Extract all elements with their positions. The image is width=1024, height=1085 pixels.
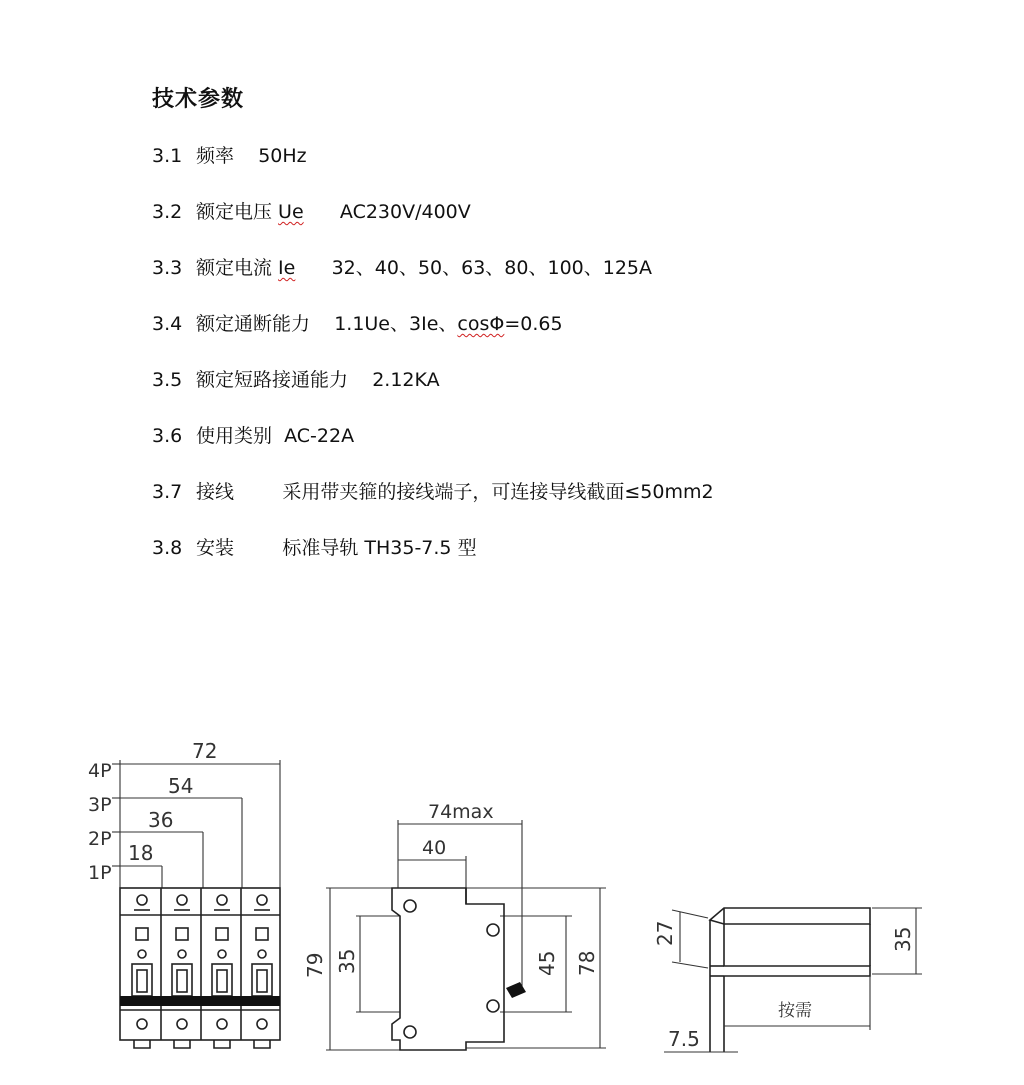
rail-dim-35: 35 — [891, 926, 915, 952]
height-dim-35: 35 — [335, 948, 359, 974]
width-dim-18: 18 — [128, 841, 154, 865]
section-title: 技术参数 — [152, 87, 245, 112]
pole-label-1p: 1P — [88, 862, 112, 884]
param-installation: 3.8 安装 标准导轨 TH35-7.5 型 — [152, 537, 477, 559]
param-frequency: 3.1 频率 50Hz — [152, 145, 307, 167]
height-dim-78: 78 — [575, 950, 599, 976]
rail-length-label: 按需 — [778, 1001, 812, 1021]
depth-dim-40: 40 — [422, 837, 447, 859]
pole-label-2p: 2P — [88, 828, 112, 850]
depth-dim-74max: 74max — [428, 801, 494, 823]
param-short-circuit-making: 3.5 额定短路接通能力 2.12KA — [152, 369, 440, 391]
pole-label-3p: 3P — [88, 794, 112, 816]
param-utilization-category: 3.6 使用类别 AC-22A — [152, 425, 355, 447]
param-rated-current: 3.3 额定电流 Ie 32、40、50、63、80、100、125A — [152, 257, 653, 279]
width-dim-54: 54 — [168, 774, 194, 798]
din-rail-view — [653, 908, 922, 1052]
height-dim-79: 79 — [303, 952, 327, 978]
rail-dim-7-5: 7.5 — [668, 1027, 700, 1051]
front-view — [88, 739, 280, 1048]
pole-label-4p: 4P — [88, 760, 112, 782]
rail-dim-27: 27 — [653, 920, 677, 946]
param-wiring: 3.7 接线 采用带夹箍的接线端子，可连接导线截面≤50mm2 — [152, 481, 714, 503]
width-dim-36: 36 — [148, 808, 174, 832]
side-view — [303, 801, 606, 1050]
param-breaking-capacity: 3.4 额定通断能力 1.1Ue、3Ie、cosΦ=0.65 — [152, 313, 563, 335]
param-rated-voltage: 3.2 额定电压 Ue AC230V/400V — [152, 201, 471, 223]
height-dim-45: 45 — [535, 950, 559, 976]
width-dim-72: 72 — [192, 739, 218, 763]
